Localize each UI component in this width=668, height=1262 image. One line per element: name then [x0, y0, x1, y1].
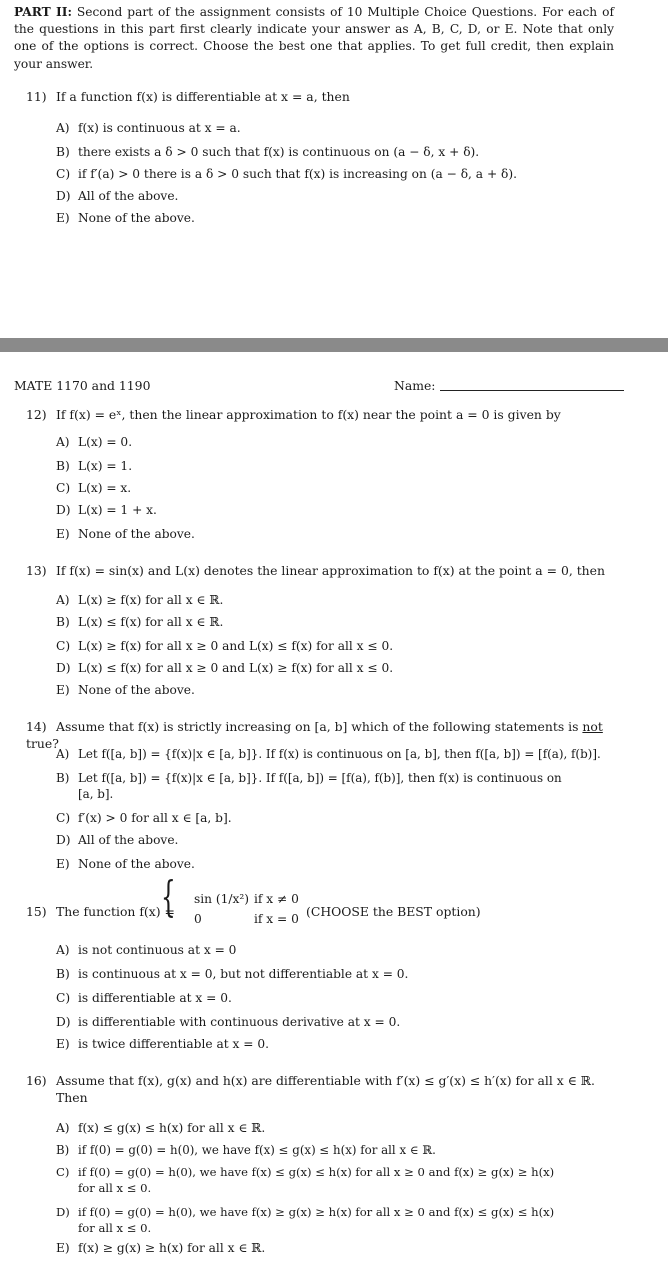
option-text: is continuous at x = 0, but not differentiable at x = 0. [78, 967, 409, 981]
top-page [0, 0, 668, 338]
option-11-e [56, 210, 616, 226]
option-15-b [56, 966, 616, 982]
question-number: 12) [26, 407, 47, 422]
option-letter: B) [56, 459, 70, 473]
option-11-c [56, 166, 616, 182]
option-letter: D) [56, 661, 71, 675]
option-text: L(x) ≥ f(x) for all x ≥ 0 and L(x) ≤ f(x) for all x ≤ 0. [78, 639, 394, 653]
course-title: MATE 1170 and 1190 [14, 378, 151, 393]
option-text: L(x) ≤ f(x) for all x ≥ 0 and L(x) ≥ f(x) for all x ≤ 0. [78, 661, 394, 675]
option-text: f′(x) > 0 for all x ∈ [a, b]. [78, 811, 232, 825]
option-letter: A) [56, 593, 70, 607]
option-letter: E) [56, 683, 70, 697]
option-letter: E) [56, 527, 70, 541]
name-label: Name: [394, 378, 436, 393]
option-letter: B) [56, 771, 70, 785]
option-text: is differentiable with continuous derivative at x = 0. [78, 1015, 401, 1029]
option-letter: E) [56, 1037, 70, 1051]
option-16-c [56, 1164, 616, 1196]
case-two-condition: if x = 0 [254, 912, 299, 926]
option-text: L(x) = 1 + x. [78, 503, 157, 517]
question-stem-end: true? [26, 736, 59, 751]
piecewise-brace: { [161, 872, 176, 921]
option-text: if f(0) = g(0) = h(0), we have f(x) ≤ g(x) ≤ h(x) for all x ≥ 0 and f(x) ≥ g(x) ≥ h(x) [78, 1165, 555, 1179]
part-two-title: PART II: [14, 5, 72, 19]
option-text: Let f([a, b]) = {f(x)|x ∈ [a, b]}. If f([a, b]) = [f(a), f(b)], then f(x) is continuous on [78, 771, 562, 785]
option-11-d [56, 188, 616, 204]
question-stem-end: (CHOOSE the BEST option) [306, 904, 481, 919]
option-letter: C) [56, 991, 71, 1005]
option-text: L(x) = x. [78, 481, 132, 495]
question-number: 13) [26, 563, 47, 578]
question-stem: Assume that f(x) is strictly increasing on [a, b] which of the following statements is [56, 719, 583, 734]
option-text: is twice differentiable at x = 0. [78, 1037, 269, 1051]
option-text: f(x) is continuous at x = a. [78, 121, 241, 135]
option-16-a [56, 1120, 616, 1136]
question-number: 15) [26, 904, 47, 919]
option-letter: A) [56, 747, 70, 761]
option-letter: B) [56, 615, 70, 629]
emphasis-not: not [582, 719, 603, 734]
option-12-e [56, 526, 616, 542]
option-text: Let f([a, b]) = {f(x)|x ∈ [a, b]}. If f(x) is continuous on [a, b], then f([a, b]) = [f(a), f(b)]. [78, 747, 601, 761]
bottom-page [0, 352, 668, 1262]
option-14-a [56, 746, 616, 762]
question-11 [26, 88, 626, 105]
option-16-e [56, 1240, 616, 1256]
option-text: None of the above. [78, 857, 195, 871]
option-12-b [56, 458, 616, 474]
option-15-e [56, 1036, 616, 1052]
option-text: L(x) = 1. [78, 459, 133, 473]
option-13-b [56, 614, 616, 630]
question-number: 16) [26, 1073, 47, 1088]
question-13 [26, 562, 626, 579]
option-text: if f(0) = g(0) = h(0), we have f(x) ≥ g(x) ≥ h(x) for all x ≥ 0 and f(x) ≤ g(x) ≤ h(x) [78, 1205, 555, 1219]
question-12 [26, 406, 626, 423]
option-letter: D) [56, 1205, 70, 1219]
question-stem: If a function f(x) is differentiable at x = a, then [56, 89, 350, 104]
option-13-c [56, 638, 616, 654]
option-12-c [56, 480, 616, 496]
option-13-a [56, 592, 616, 608]
option-text: if f(0) = g(0) = h(0), we have f(x) ≤ g(x) ≤ h(x) for all x ∈ ℝ. [78, 1143, 436, 1157]
option-16-d [56, 1204, 616, 1236]
option-12-a [56, 434, 616, 450]
option-letter: B) [56, 967, 70, 981]
option-text: None of the above. [78, 211, 195, 225]
option-letter: D) [56, 833, 71, 847]
option-14-e [56, 856, 616, 872]
option-text: L(x) = 0. [78, 435, 133, 449]
option-15-a [56, 942, 616, 958]
option-letter: A) [56, 1121, 70, 1135]
question-stem: If f(x) = sin(x) and L(x) denotes the linear approximation to f(x) at the point a = 0, then [56, 563, 605, 578]
option-letter: E) [56, 857, 70, 871]
option-text: f(x) ≤ g(x) ≤ h(x) for all x ∈ ℝ. [78, 1121, 266, 1135]
option-text: None of the above. [78, 683, 195, 697]
option-letter: D) [56, 189, 71, 203]
option-14-b [56, 770, 616, 802]
option-text: there exists a δ > 0 such that f(x) is continuous on (a − δ, x + δ). [78, 145, 480, 159]
option-text-continued: for all x ≤ 0. [78, 1221, 152, 1235]
option-text: None of the above. [78, 527, 195, 541]
option-13-e [56, 682, 616, 698]
question-stem: Assume that f(x), g(x) and h(x) are differentiable with f′(x) ≤ g′(x) ≤ h′(x) for all x ∈ ℝ. [56, 1073, 595, 1088]
option-14-c [56, 810, 616, 826]
question-16 [26, 1072, 626, 1106]
page-separator [0, 338, 668, 352]
question-stem: If f(x) = eˣ, then the linear approximation to f(x) near the point a = 0 is given by [56, 407, 561, 422]
case-one-expression: sin (1/x²) [194, 892, 250, 906]
option-text: is not continuous at x = 0 [78, 943, 237, 957]
name-field-line [440, 390, 624, 391]
option-letter: D) [56, 503, 71, 517]
option-12-d [56, 502, 616, 518]
question-stem: The function f(x) = [56, 904, 175, 919]
option-letter: E) [56, 1241, 70, 1255]
option-letter: C) [56, 167, 71, 181]
part-two-instructions [14, 4, 614, 73]
option-text-continued: for all x ≤ 0. [78, 1181, 152, 1195]
option-13-d [56, 660, 616, 676]
option-text: if f′(a) > 0 there is a δ > 0 such that f(x) is increasing on (a − δ, a + δ). [78, 167, 517, 181]
case-two-expression: 0 [194, 912, 202, 926]
option-letter: E) [56, 211, 70, 225]
option-letter: D) [56, 1015, 71, 1029]
option-11-a [56, 120, 616, 136]
option-text: All of the above. [78, 189, 179, 203]
option-letter: B) [56, 1143, 70, 1157]
option-14-d [56, 832, 616, 848]
option-letter: C) [56, 481, 71, 495]
question-stem-continued: Then [56, 1090, 88, 1105]
question-number: 11) [26, 89, 47, 104]
option-text: All of the above. [78, 833, 179, 847]
option-text: is differentiable at x = 0. [78, 991, 232, 1005]
option-15-c [56, 990, 616, 1006]
option-letter: A) [56, 435, 70, 449]
option-16-b [56, 1142, 616, 1158]
option-letter: A) [56, 943, 70, 957]
option-text: f(x) ≥ g(x) ≥ h(x) for all x ∈ ℝ. [78, 1241, 266, 1255]
option-text-continued: [a, b]. [78, 787, 114, 801]
option-letter: C) [56, 639, 71, 653]
question-number: 14) [26, 719, 47, 734]
option-letter: B) [56, 145, 70, 159]
option-11-b [56, 144, 616, 160]
option-15-d [56, 1014, 616, 1030]
option-text: L(x) ≤ f(x) for all x ∈ ℝ. [78, 615, 224, 629]
option-letter: C) [56, 811, 71, 825]
option-letter: C) [56, 1165, 70, 1179]
case-one-condition: if x ≠ 0 [254, 892, 299, 906]
option-text: L(x) ≥ f(x) for all x ∈ ℝ. [78, 593, 224, 607]
option-letter: A) [56, 121, 70, 135]
part-two-text: Second part of the assignment consists of 10 Multiple Choice Questions. For each of the questions in this part first clearly indicate your answer as A, B, C, D, or E. Note that only one of the options is correct. Choose the best one that applies. To get full credit, then explain your answer. [14, 5, 614, 71]
